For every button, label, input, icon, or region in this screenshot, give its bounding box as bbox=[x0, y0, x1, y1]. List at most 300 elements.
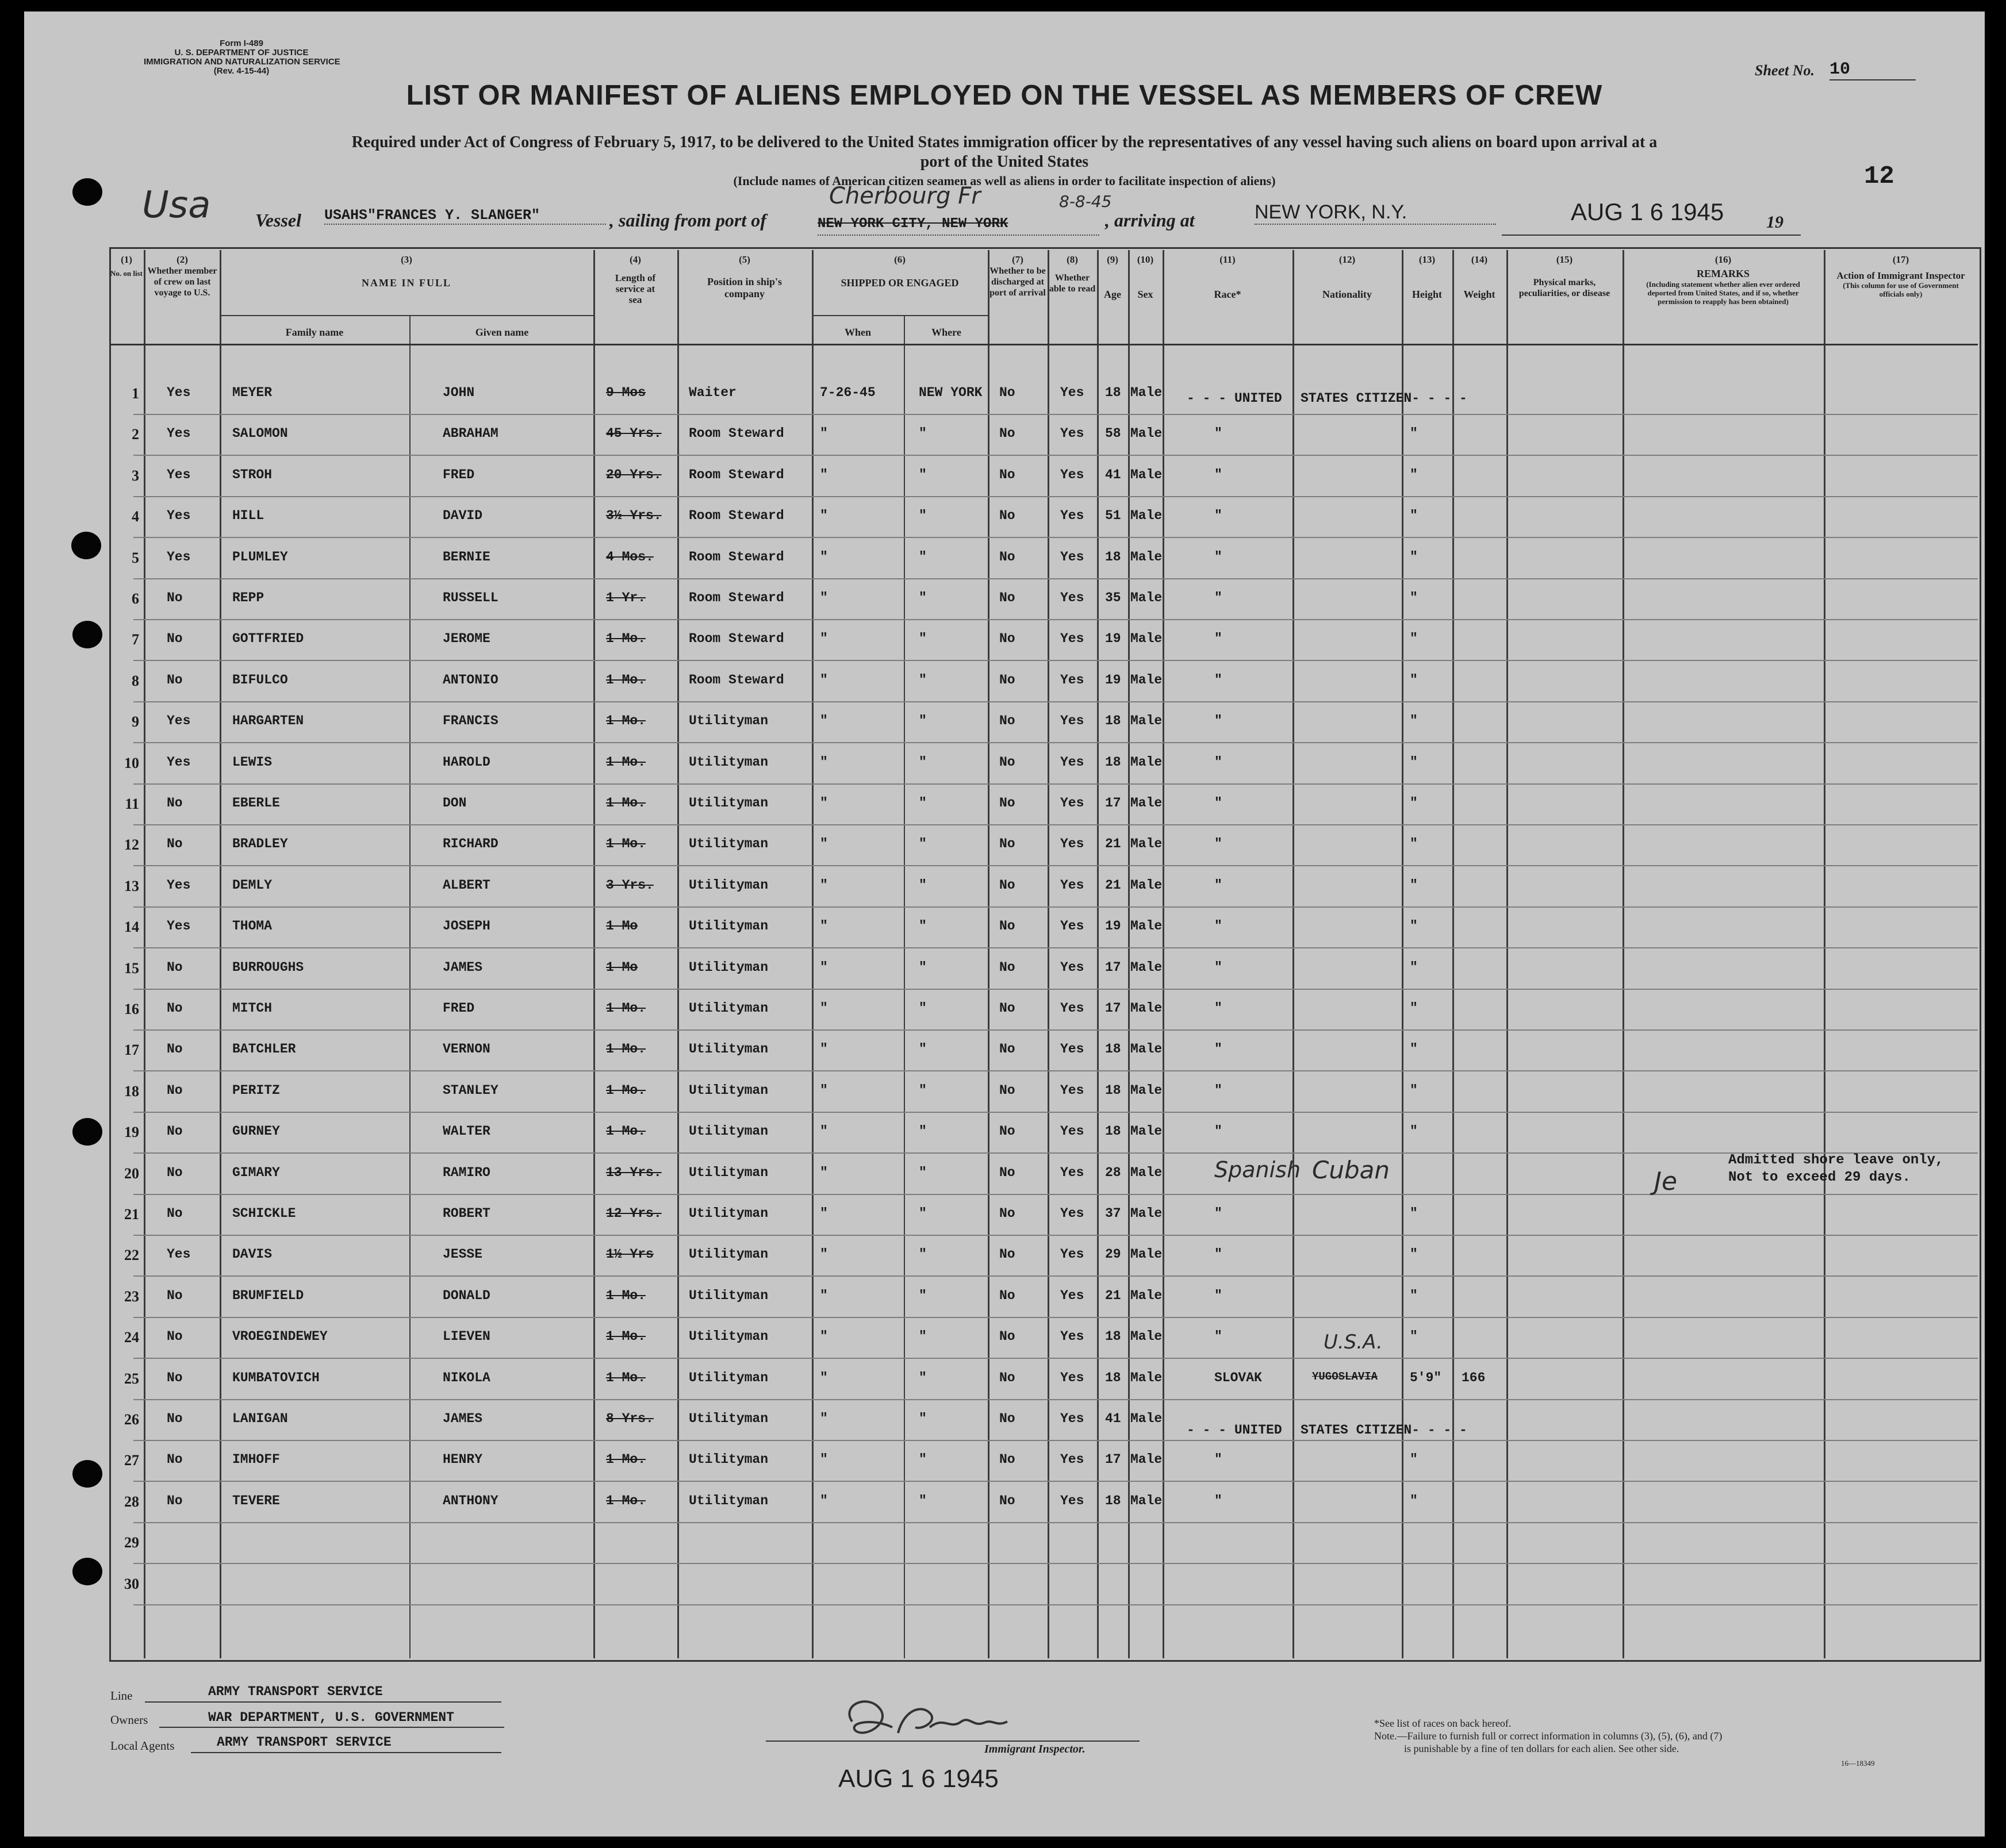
service-length-cell: 1 Mo. bbox=[606, 631, 646, 647]
service-length-cell: 8 Yrs. bbox=[606, 1411, 654, 1426]
col-divider bbox=[1452, 250, 1454, 1658]
position-cell: Utilityman bbox=[689, 713, 769, 729]
given-name-cell: JOSEPH bbox=[443, 919, 490, 934]
given-name-cell: WALTER bbox=[443, 1124, 490, 1139]
race-cell: " bbox=[1214, 754, 1222, 770]
previous-voyage-cell: No bbox=[167, 590, 183, 605]
shipped-where-cell: " bbox=[919, 1370, 927, 1385]
service-length-cell: 12 Yrs. bbox=[606, 1206, 662, 1221]
family-name-cell: BRUMFIELD bbox=[232, 1288, 304, 1303]
where-header: Where bbox=[931, 326, 961, 338]
sex-cell: Male bbox=[1130, 959, 1163, 975]
discharge-cell: No bbox=[999, 631, 1015, 647]
height-cell: " bbox=[1410, 1452, 1418, 1467]
position-cell: Utilityman bbox=[689, 1124, 769, 1139]
col-divider bbox=[1292, 250, 1294, 1658]
family-name-header: Family name bbox=[285, 326, 344, 338]
given-name-cell: FRED bbox=[443, 1001, 475, 1016]
race-cell: Spanish bbox=[1214, 1157, 1301, 1182]
height-cell: " bbox=[1410, 713, 1418, 729]
age-cell: 18 bbox=[1105, 1082, 1121, 1098]
height-cell: " bbox=[1410, 1042, 1418, 1057]
given-name-cell: ABRAHAM bbox=[443, 426, 498, 441]
previous-voyage-cell: No bbox=[167, 1124, 183, 1139]
able-to-read-cell: Yes bbox=[1060, 754, 1084, 770]
previous-voyage-cell: No bbox=[167, 1452, 183, 1467]
vessel-label: Vessel bbox=[255, 210, 301, 230]
age-cell: 18 bbox=[1105, 754, 1121, 770]
sex-cell: Male bbox=[1130, 1452, 1163, 1467]
vessel-name: USAHS"FRANCES Y. SLANGER" bbox=[324, 207, 606, 225]
shipped-where-cell: " bbox=[919, 1329, 927, 1344]
family-name-cell: GURNEY bbox=[232, 1124, 280, 1139]
form-revision: (Rev. 4-15-44) bbox=[213, 66, 270, 76]
age-cell: 18 bbox=[1105, 1329, 1121, 1344]
shipped-when-cell: " bbox=[820, 959, 828, 975]
height-cell: " bbox=[1410, 508, 1418, 524]
able-to-read-cell: Yes bbox=[1060, 631, 1084, 647]
family-name-cell: EBERLE bbox=[232, 796, 280, 810]
shipped-when-cell: " bbox=[820, 1082, 828, 1098]
sex-cell: Male bbox=[1130, 877, 1163, 893]
form-number: Form I-489 bbox=[220, 39, 263, 48]
able-to-read-cell: Yes bbox=[1060, 713, 1084, 729]
age-cell: 37 bbox=[1105, 1206, 1121, 1221]
family-name-cell: SALOMON bbox=[232, 426, 288, 441]
col-4-header: (4) Length of service at sea bbox=[615, 254, 656, 305]
given-name-cell: VERNON bbox=[443, 1042, 490, 1057]
given-name-cell: FRED bbox=[443, 467, 475, 482]
shipped-when-cell: " bbox=[820, 836, 828, 852]
sex-cell: Male bbox=[1130, 1288, 1163, 1303]
shipped-where-cell: " bbox=[919, 1042, 927, 1057]
col-2-header: (2) Whether member of crew on last voyage to U.S. bbox=[147, 254, 217, 298]
row-rule bbox=[133, 1522, 1978, 1523]
age-cell: 17 bbox=[1105, 1452, 1121, 1467]
position-cell: Utilityman bbox=[689, 1493, 769, 1508]
service-length-cell: 13 Yrs. bbox=[606, 1165, 662, 1180]
col-6-header: (6) SHIPPED OR ENGAGED bbox=[841, 254, 959, 289]
col-divider bbox=[593, 250, 595, 1658]
shipped-when-cell: " bbox=[820, 549, 828, 564]
col-divider bbox=[144, 250, 145, 1658]
able-to-read-cell: Yes bbox=[1060, 1042, 1084, 1057]
age-cell: 18 bbox=[1105, 1042, 1121, 1057]
age-cell: 19 bbox=[1105, 672, 1121, 687]
height-cell: " bbox=[1410, 877, 1418, 893]
service-length-cell: 1 Mo. bbox=[606, 1001, 646, 1016]
previous-voyage-cell: No bbox=[167, 1001, 183, 1016]
col-9-header: (9) Age bbox=[1104, 254, 1121, 300]
race-cell: " bbox=[1214, 713, 1222, 729]
sex-cell: Male bbox=[1130, 385, 1163, 400]
able-to-read-cell: Yes bbox=[1060, 959, 1084, 975]
position-cell: Utilityman bbox=[689, 1370, 769, 1385]
able-to-read-cell: Yes bbox=[1060, 1411, 1084, 1426]
sex-cell: Male bbox=[1130, 1001, 1163, 1016]
position-cell: Utilityman bbox=[689, 1411, 769, 1426]
given-name-cell: JOHN bbox=[443, 385, 475, 400]
previous-voyage-cell: Yes bbox=[167, 385, 191, 400]
discharge-cell: No bbox=[999, 1370, 1015, 1385]
position-cell: Utilityman bbox=[689, 1001, 769, 1016]
position-cell: Room Steward bbox=[689, 426, 784, 441]
age-cell: 18 bbox=[1105, 1124, 1121, 1139]
shipped-where-cell: " bbox=[919, 1411, 927, 1426]
col-divider bbox=[1048, 250, 1049, 1658]
previous-voyage-cell: No bbox=[167, 1329, 183, 1344]
race-cell: " bbox=[1214, 590, 1222, 605]
family-name-cell: BURROUGHS bbox=[232, 959, 304, 975]
discharge-cell: No bbox=[999, 1001, 1015, 1016]
height-cell: " bbox=[1410, 672, 1418, 687]
height-cell: " bbox=[1410, 1206, 1418, 1221]
col-3-header: (3) NAME IN FULL bbox=[361, 254, 451, 289]
family-name-cell: PLUMLEY bbox=[232, 549, 288, 564]
when-header: When bbox=[844, 326, 871, 338]
position-cell: Utilityman bbox=[689, 1082, 769, 1098]
family-name-cell: GOTTFRIED bbox=[232, 631, 304, 647]
position-cell: Utilityman bbox=[689, 1247, 769, 1262]
shipped-where-cell: " bbox=[919, 1452, 927, 1467]
family-name-cell: IMHOFF bbox=[232, 1452, 280, 1467]
col-divider bbox=[1128, 250, 1130, 1658]
col-13-header: (13) Height bbox=[1412, 254, 1442, 300]
race-cell: " bbox=[1214, 631, 1222, 647]
given-name-cell: HAROLD bbox=[443, 754, 490, 770]
age-cell: 29 bbox=[1105, 1247, 1121, 1262]
given-name-cell: ANTHONY bbox=[443, 1493, 498, 1508]
service-length-cell: 1 Mo. bbox=[606, 796, 646, 810]
family-name-cell: DEMLY bbox=[232, 877, 273, 893]
handwritten-sail-date: 8-8-45 bbox=[1059, 192, 1112, 211]
height-cell: " bbox=[1410, 796, 1418, 810]
row-rule bbox=[133, 742, 1978, 743]
family-name-cell: GIMARY bbox=[232, 1165, 280, 1180]
sex-cell: Male bbox=[1130, 836, 1163, 852]
previous-voyage-cell: No bbox=[167, 672, 183, 687]
col-divider bbox=[988, 250, 989, 1658]
shipped-where-cell: " bbox=[919, 631, 927, 647]
sex-cell: Male bbox=[1130, 590, 1163, 605]
manifest-sheet: Form I-489 U. S. DEPARTMENT OF JUSTICE IMMIGRATION AND NATURALIZATION SERVICE (Rev. 4-15-44) Sheet No. 10 12 LIST OR MANIFEST OF ALIENS EMPLOYED ON THE VESSEL AS MEMBERS OF CREW Required under Act of Congress of February 5, 1917, to be delivered to the United States immigration officer by the representatives of any vessel having such aliens on board upon arrival at a port of the United States (Include names of American citizen seamen as well as aliens in order to facilitate inspection of aliens) Usa Vessel USAHS"FRANCES Y. SLANGER" , sailing from port of NEW YORK CITY, NEW YORK Cherbourg Fr 8-8-45 , arriving at NEW YORK, N.Y. AUG 1 6 1945 19 (1) No. on list (2) Whether member of crew on last voyage to U.S. (3) NAME IN FULL Family name Given name (4) Length of service at sea (5) Position in ship's company (6) SHIPPED OR ENGAGED When Where (7) Whether to be discharged at port of arrival (8) Whether able to read (9) Age (10) Sex (11) Race* (12) Nationality (13) Height (14) Weight (15) Physical marks, peculiarities, or disease (16) REMARKS (Including statement whether alien ever ordered deported from United States, and if so, whether permission to reapply has been obtained) (17) Action of Immigrant Inspector (This column for use of Government officials only) 1 Yes MEYER JOHN 9 Mos Waiter 7-26-45 NEW YORK No Yes 18 Male 2 Yes SALOMON ABRAHAM 45 Yrs. Room Steward " " No Yes 58 Male " " 3 Yes STROH FRED 20 Yrs. Room Steward " " No Yes 41 Male " " 4 Yes HILL DAVID 3½ Yrs. Room Steward " " No Yes 51 Male " " 5 Yes PLUMLEY BERNIE 4 Mos. Room Steward " " No Yes 18 Male " " 6 No REPP RUSSELL 1 Yr. Room Steward " " No Yes 35 Male " " 7 No GOTTFRIED JEROME 1 Mo. Room Steward " " No Yes 19 Male " " 8 No BIFULCO ANTONIO 1 Mo. Room Steward " " No Yes 19 Male " " 9 Yes HARGARTEN FRANCIS 1 Mo. Utilityman " " No Yes 18 Male " " 10 Yes LEWIS HAROLD 1 Mo. Utilityman " " No Yes 18 Male " " 11 No EBERLE DON 1 Mo. Utilityman " " No Yes 17 Male " " 12 No BRADLEY RICHARD 1 Mo. Utilityman " " No Yes 21 Male " " 13 Yes DEMLY ALBERT 3 Yrs. Utilityman " " No Yes 21 Male " " 14 Yes THOMA JOSEPH 1 Mo Utilityman " " No Yes 19 Male " " 15 No BURROUGHS JAMES 1 Mo Utilityman " " No Yes 17 Male " " 16 No MITCH FRED 1 Mo. Utilityman " " No Yes 17 Male " " 17 No BATCHLER VERNON 1 Mo. Utilityman " " No Yes 18 Male " " 18 No PERITZ STANLEY 1 Mo. Utilityman " " No Yes 18 Male " " 19 No GURNEY WALTER 1 Mo. Utilityman " " No Yes 18 Male " " 20 No GIMARY RAMIRO 13 Yrs. Utilityman " " No Yes 28 Male Spanish Cuban 21 No SCHICKLE ROBERT 12 Yrs. Utilityman " " No Yes 37 Male " " 22 Yes DAVIS JESSE 1½ Yrs Utilityman " " No Yes 29 Male " " 23 No BRUMFIELD DONALD 1 Mo. Utilityman " " No Yes 21 Male " " 24 No VROEGINDEWEY LIEVEN 1 Mo. Utilityman " " No Yes 18 Male " " 25 No KUMBATOVICH NIKOLA 1 Mo. Utilityman " " No Yes 18 Male SLOVAK YUGOSLAVIA 5'9" 166 26 No LANIGAN JAMES 8 Yrs. Utilityman " " No Yes 41 Male 27 No IMHOFF HENRY 1 Mo. Utilityman " " No Yes 17 Male " " 28 No TEVERE ANTHONY 1 Mo. Utilityman " " No Yes 18 Male " " 29 30 - - - UNITED STATES CITIZEN- - - - - - - UNITED STATES CITIZEN- - - - U.S.A. Je Admitted shore leave only, Not to exceed 29 days. Line ARMY TRANSPORT SERVICE Owners WAR DEPARTMENT, U.S. GOVERNMENT Local Agents ARMY TRANSPORT SERVICE Immigrant Inspector. AUG 1 6 1945 *See list of races on back hereof. Note.—Failure to furnish full or correct information in columns (3), (5), (6), and (7) is punishable by a fine of ten dollars for each alien. See other side. 16—18349 bbox=[24, 11, 1985, 1837]
discharge-cell: No bbox=[999, 1206, 1015, 1221]
age-cell: 18 bbox=[1105, 1370, 1121, 1385]
age-cell: 17 bbox=[1105, 959, 1121, 975]
race-cell: " bbox=[1214, 1493, 1222, 1508]
family-name-cell: SCHICKLE bbox=[232, 1206, 296, 1221]
subtitle-line2: port of the United States bbox=[920, 153, 1089, 171]
position-cell: Room Steward bbox=[689, 549, 784, 564]
shipped-where-cell: " bbox=[919, 919, 927, 934]
height-cell: " bbox=[1410, 426, 1418, 441]
owners-value: WAR DEPARTMENT, U.S. GOVERNMENT bbox=[208, 1710, 454, 1725]
row-rule bbox=[133, 1563, 1978, 1564]
able-to-read-cell: Yes bbox=[1060, 836, 1084, 852]
able-to-read-cell: Yes bbox=[1060, 590, 1084, 605]
sex-cell: Male bbox=[1130, 549, 1163, 564]
sex-cell: Male bbox=[1130, 1206, 1163, 1221]
family-name-cell: STROH bbox=[232, 467, 273, 482]
shipped-when-cell: " bbox=[820, 1206, 828, 1221]
previous-voyage-cell: No bbox=[167, 959, 183, 975]
discharge-cell: No bbox=[999, 1288, 1015, 1303]
discharge-cell: No bbox=[999, 1082, 1015, 1098]
previous-voyage-cell: Yes bbox=[167, 467, 191, 482]
col-divider bbox=[1506, 250, 1508, 1658]
shipped-when-cell: " bbox=[820, 1452, 828, 1467]
col-8-header: (8) Whether able to read bbox=[1049, 254, 1096, 294]
corner-number: 12 bbox=[1864, 162, 1894, 191]
family-name-cell: LANIGAN bbox=[232, 1411, 288, 1426]
row-rule bbox=[133, 824, 1978, 825]
row-rule bbox=[133, 1604, 1978, 1605]
remarks-line1: Admitted shore leave only, bbox=[1728, 1152, 1944, 1168]
family-name-cell: HILL bbox=[232, 508, 264, 524]
citizen-note-row26: - - - UNITED bbox=[1187, 1423, 1282, 1438]
given-name-cell: JAMES bbox=[443, 1411, 483, 1426]
discharge-cell: No bbox=[999, 426, 1015, 441]
able-to-read-cell: Yes bbox=[1060, 426, 1084, 441]
discharge-cell: No bbox=[999, 1493, 1015, 1508]
col-11-header: (11) Race* bbox=[1214, 254, 1241, 300]
col-14-header: (14) Weight bbox=[1463, 254, 1495, 300]
shipped-where-cell: " bbox=[919, 959, 927, 975]
race-cell: " bbox=[1214, 1329, 1222, 1344]
row-rule bbox=[133, 1029, 1978, 1031]
shipped-when-cell: " bbox=[820, 1370, 828, 1385]
given-name-cell: ANTONIO bbox=[443, 672, 498, 687]
race-cell: " bbox=[1214, 508, 1222, 524]
punch-hole bbox=[72, 1460, 102, 1488]
family-name-cell: REPP bbox=[232, 590, 264, 605]
row-rule bbox=[133, 1440, 1978, 1441]
position-cell: Utilityman bbox=[689, 796, 769, 810]
agents-underline bbox=[191, 1752, 501, 1753]
shipped-where-cell: " bbox=[919, 1288, 927, 1303]
shipped-when-cell: " bbox=[820, 796, 828, 810]
given-name-cell: BERNIE bbox=[443, 549, 490, 564]
inspector-label: Immigrant Inspector. bbox=[984, 1743, 1086, 1755]
sailing-label: , sailing from port of bbox=[609, 210, 766, 230]
age-cell: 19 bbox=[1105, 631, 1121, 647]
age-cell: 17 bbox=[1105, 1001, 1121, 1016]
nationality-cell: Cuban bbox=[1312, 1155, 1390, 1184]
sex-cell: Male bbox=[1130, 754, 1163, 770]
height-cell: " bbox=[1410, 1288, 1418, 1303]
subheader-rule bbox=[812, 315, 988, 316]
remarks-handwritten-mark: Je bbox=[1654, 1167, 1678, 1196]
age-cell: 18 bbox=[1105, 1493, 1121, 1508]
height-cell: " bbox=[1410, 1001, 1418, 1016]
shipped-where-cell: " bbox=[919, 1493, 927, 1508]
race-cell: SLOVAK bbox=[1214, 1370, 1262, 1385]
shipped-when-cell: " bbox=[820, 508, 828, 524]
race-cell: " bbox=[1214, 1247, 1222, 1262]
discharge-cell: No bbox=[999, 672, 1015, 687]
height-cell: " bbox=[1410, 919, 1418, 934]
row-rule bbox=[133, 1112, 1978, 1113]
service-length-cell: 1 Mo. bbox=[606, 1288, 646, 1303]
discharge-cell: No bbox=[999, 549, 1015, 564]
given-name-cell: RUSSELL bbox=[443, 590, 498, 605]
age-cell: 41 bbox=[1105, 1411, 1121, 1426]
sex-cell: Male bbox=[1130, 467, 1163, 482]
previous-voyage-cell: Yes bbox=[167, 426, 191, 441]
races-note: *See list of races on back hereof. bbox=[1374, 1718, 1512, 1729]
shipped-where-cell: " bbox=[919, 877, 927, 893]
shipped-when-cell: " bbox=[820, 1165, 828, 1180]
height-cell: 5'9" bbox=[1410, 1370, 1442, 1385]
row-rule bbox=[133, 660, 1978, 661]
punch-hole bbox=[71, 532, 101, 559]
service-length-cell: 4 Mos. bbox=[606, 549, 654, 564]
struck-port: NEW YORK CITY, NEW YORK bbox=[818, 216, 1008, 232]
citizen-note-row1-b: STATES CITIZEN- - - - bbox=[1301, 391, 1467, 406]
able-to-read-cell: Yes bbox=[1060, 549, 1084, 564]
row-rule bbox=[133, 1358, 1978, 1359]
able-to-read-cell: Yes bbox=[1060, 1329, 1084, 1344]
service-length-cell: 1 Mo. bbox=[606, 1452, 646, 1467]
service-length-cell: 1 Mo bbox=[606, 919, 638, 934]
able-to-read-cell: Yes bbox=[1060, 508, 1084, 524]
handwritten-port: Cherbourg Fr bbox=[829, 183, 981, 209]
able-to-read-cell: Yes bbox=[1060, 672, 1084, 687]
previous-voyage-cell: Yes bbox=[167, 919, 191, 934]
family-name-cell: HARGARTEN bbox=[232, 713, 304, 729]
shipped-when-cell: " bbox=[820, 1493, 828, 1508]
col-divider bbox=[677, 250, 679, 1658]
discharge-cell: No bbox=[999, 1247, 1015, 1262]
age-cell: 17 bbox=[1105, 796, 1121, 810]
able-to-read-cell: Yes bbox=[1060, 1206, 1084, 1221]
col-17-header: (17) Action of Immigrant Inspector (This column for use of Government officials only) bbox=[1836, 254, 1965, 298]
arriving-label: , arriving at bbox=[1105, 210, 1195, 230]
row-rule bbox=[133, 947, 1978, 948]
shipped-when-cell: " bbox=[820, 1288, 828, 1303]
family-name-cell: BIFULCO bbox=[232, 672, 288, 687]
footer-date-stamp: AUG 1 6 1945 bbox=[838, 1765, 999, 1793]
col-divider bbox=[1097, 250, 1099, 1658]
col-1-header: (1) No. on list bbox=[110, 254, 143, 278]
previous-voyage-cell: No bbox=[167, 1493, 183, 1508]
previous-voyage-cell: No bbox=[167, 836, 183, 852]
year-prefix: 19 bbox=[1766, 213, 1783, 232]
punch-hole bbox=[72, 1118, 102, 1146]
family-name-cell: THOMA bbox=[232, 919, 273, 934]
previous-voyage-cell: No bbox=[167, 1082, 183, 1098]
shipped-where-cell: " bbox=[919, 836, 927, 852]
discharge-cell: No bbox=[999, 1165, 1015, 1180]
shipped-when-cell: " bbox=[820, 1124, 828, 1139]
shipped-where-cell: " bbox=[919, 549, 927, 564]
position-cell: Utilityman bbox=[689, 919, 769, 934]
previous-voyage-cell: No bbox=[167, 631, 183, 647]
previous-voyage-cell: No bbox=[167, 1165, 183, 1180]
previous-voyage-cell: Yes bbox=[167, 713, 191, 729]
shipped-where-cell: " bbox=[919, 1206, 927, 1221]
position-cell: Room Steward bbox=[689, 631, 784, 647]
able-to-read-cell: Yes bbox=[1060, 385, 1084, 400]
discharge-cell: No bbox=[999, 919, 1015, 934]
service-length-cell: 1 Mo. bbox=[606, 1042, 646, 1057]
previous-voyage-cell: Yes bbox=[167, 549, 191, 564]
position-cell: Utilityman bbox=[689, 1288, 769, 1303]
handwritten-usa-nationality: U.S.A. bbox=[1324, 1331, 1383, 1354]
weight-cell: 166 bbox=[1462, 1370, 1486, 1385]
shipped-when-cell: " bbox=[820, 426, 828, 441]
row-rule bbox=[133, 619, 1978, 620]
col-15-header: (15) Physical marks, peculiarities, or disease bbox=[1518, 254, 1610, 298]
shipped-when-cell: " bbox=[820, 754, 828, 770]
height-cell: " bbox=[1410, 1082, 1418, 1098]
position-cell: Utilityman bbox=[689, 754, 769, 770]
height-cell: " bbox=[1410, 1493, 1418, 1508]
sex-cell: Male bbox=[1130, 1329, 1163, 1344]
shipped-when-cell: " bbox=[820, 590, 828, 605]
discharge-cell: No bbox=[999, 713, 1015, 729]
row-rule bbox=[133, 1275, 1978, 1277]
handwritten-usa: Usa bbox=[142, 184, 211, 226]
able-to-read-cell: Yes bbox=[1060, 1082, 1084, 1098]
remarks-line2: Not to exceed 29 days. bbox=[1728, 1170, 1911, 1185]
punch-hole bbox=[72, 621, 102, 648]
family-name-cell: TEVERE bbox=[232, 1493, 280, 1508]
shipped-where-cell: " bbox=[919, 1247, 927, 1262]
row-rule bbox=[133, 783, 1978, 785]
race-cell: " bbox=[1214, 1206, 1222, 1221]
sex-cell: Male bbox=[1130, 796, 1163, 810]
col-divider bbox=[1623, 250, 1624, 1658]
shipped-when-cell: " bbox=[820, 1411, 828, 1426]
given-name-cell: JEROME bbox=[443, 631, 490, 647]
sex-cell: Male bbox=[1130, 1124, 1163, 1139]
col-divider bbox=[1163, 250, 1164, 1658]
able-to-read-cell: Yes bbox=[1060, 1452, 1084, 1467]
shipped-when-cell: 7-26-45 bbox=[820, 385, 876, 400]
race-cell: " bbox=[1214, 1082, 1222, 1098]
race-cell: " bbox=[1214, 426, 1222, 441]
previous-voyage-cell: Yes bbox=[167, 1247, 191, 1262]
able-to-read-cell: Yes bbox=[1060, 1370, 1084, 1385]
discharge-cell: No bbox=[999, 467, 1015, 482]
row-rule bbox=[133, 989, 1978, 990]
age-cell: 19 bbox=[1105, 919, 1121, 934]
owners-underline bbox=[159, 1727, 504, 1728]
age-cell: 35 bbox=[1105, 590, 1121, 605]
shipped-when-cell: " bbox=[820, 1042, 828, 1057]
shipped-where-cell: " bbox=[919, 1165, 927, 1180]
given-name-cell: LIEVEN bbox=[443, 1329, 490, 1344]
previous-voyage-cell: No bbox=[167, 1370, 183, 1385]
previous-voyage-cell: No bbox=[167, 1042, 183, 1057]
position-cell: Room Steward bbox=[689, 508, 784, 524]
penalty-note-2: is punishable by a fine of ten dollars for each alien. See other side. bbox=[1404, 1743, 1679, 1754]
col-16-header: (16) REMARKS (Including statement whether alien ever ordered deported from United States, and if so, whether permission to reapply has been obtained) bbox=[1646, 254, 1800, 306]
row-rule bbox=[133, 701, 1978, 702]
service-length-cell: 1 Mo. bbox=[606, 1370, 646, 1385]
given-name-cell: HENRY bbox=[443, 1452, 483, 1467]
line-underline bbox=[145, 1701, 501, 1703]
service-length-cell: 3½ Yrs. bbox=[606, 508, 662, 524]
given-name-cell: DON bbox=[443, 796, 467, 810]
sheet-label: Sheet No. bbox=[1755, 62, 1815, 79]
service-length-cell: 1 Mo. bbox=[606, 1329, 646, 1344]
previous-voyage-cell: Yes bbox=[167, 877, 191, 893]
able-to-read-cell: Yes bbox=[1060, 1124, 1084, 1139]
sex-cell: Male bbox=[1130, 1370, 1163, 1385]
row-rule bbox=[133, 1152, 1978, 1154]
